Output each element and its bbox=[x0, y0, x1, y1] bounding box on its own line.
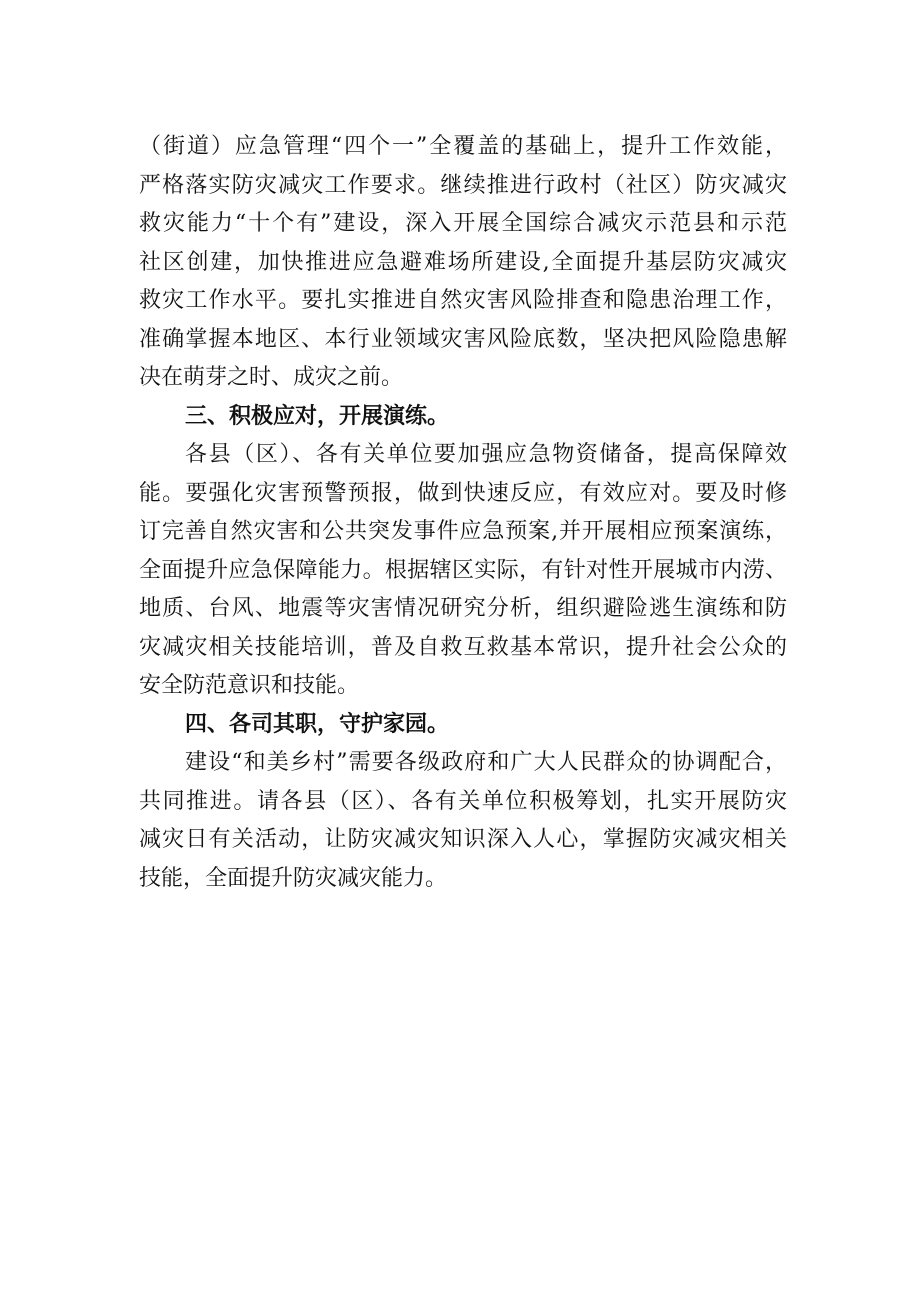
document-body bbox=[139, 128, 787, 898]
paragraph-line: 安全防范意识和技能。 bbox=[139, 673, 360, 698]
paragraph-line: 社区创建，加快推进应急避难场所建设,全面提升基层防灾减灾 bbox=[139, 249, 787, 275]
paragraph-responsibilities bbox=[139, 744, 787, 898]
paragraph-line: 严格落实防灾减灾工作要求。继续推进行政村（社区）防灾减灾 bbox=[139, 172, 787, 198]
section-heading-4: 四、各司其职，守护家园。 bbox=[185, 711, 450, 737]
paragraph-emergency-drills bbox=[139, 436, 787, 706]
paragraph-line: 减灾日有关活动，让防灾减灾知识深入人心，掌握防灾减灾相关 bbox=[139, 827, 787, 852]
paragraph-line: 各县（区）、各有关单位要加强应急物资储备，提高保障效 bbox=[185, 442, 787, 467]
paragraph-line: 能。要强化灾害预警预报，做到快速反应，有效应对。要及时修 bbox=[139, 480, 787, 506]
paragraph-line: 决在萌芽之时、成灾之前。 bbox=[139, 365, 404, 390]
paragraph-line: 准确掌握本地区、本行业领域灾害风险底数，坚决把风险隐患解 bbox=[139, 326, 787, 352]
section-heading-3: 三、积极应对，开展演练。 bbox=[185, 403, 450, 429]
paragraph-line: 共同推进。请各县（区）、各有关单位积极筹划，扎实开展防灾 bbox=[139, 788, 787, 814]
paragraph-line: （街道）应急管理“四个一”全覆盖的基础上，提升工作效能， bbox=[139, 134, 787, 159]
paragraph-line: 订完善自然灾害和公共突发事件应急预案,并开展相应预案演练， bbox=[139, 519, 787, 544]
paragraph-line: 全面提升应急保障能力。根据辖区实际，有针对性开展城市内涝、 bbox=[139, 557, 787, 583]
paragraph-line: 地质、台风、地震等灾害情况研究分析，组织避险逃生演练和防 bbox=[139, 596, 787, 621]
paragraph-line: 救灾能力“十个有”建设，深入开展全国综合减灾示范县和示范 bbox=[139, 211, 787, 236]
paragraph-continuation bbox=[139, 128, 787, 398]
paragraph-line: 建设“和美乡村”需要各级政府和广大人民群众的协调配合， bbox=[185, 750, 787, 775]
paragraph-line: 技能，全面提升防灾减灾能力。 bbox=[139, 865, 448, 891]
paragraph-line: 救灾工作水平。要扎实推进自然灾害风险排查和隐患治理工作， bbox=[139, 288, 787, 313]
paragraph-line: 灾减灾相关技能培训，普及自救互救基本常识，提升社会公众的 bbox=[139, 634, 787, 660]
